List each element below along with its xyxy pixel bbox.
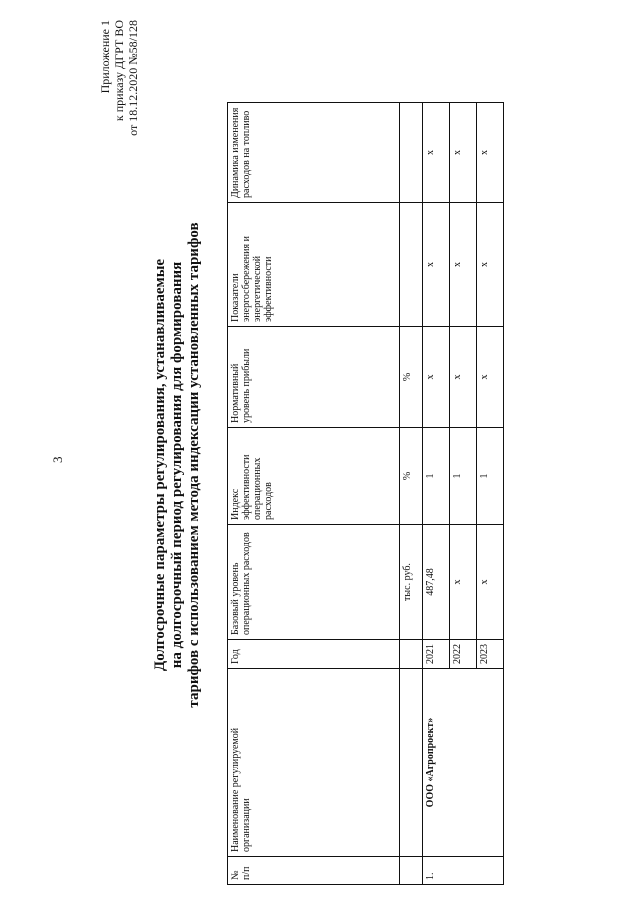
energy-cell: x	[423, 203, 450, 327]
units-empty	[400, 857, 423, 885]
document-title	[152, 205, 203, 725]
units-empty	[400, 103, 423, 203]
fuel-cell: x	[477, 103, 504, 203]
header-num: № п/п	[228, 857, 400, 885]
title-line-2: на долгосрочный период регулирования для формирования	[169, 261, 185, 669]
header-base-opex: Базовый уровень операционных расходов	[228, 525, 400, 640]
title-line-3: тарифов с использованием метода индексации установленных тарифов	[186, 222, 202, 708]
header-profit-level: Нормативный уровень прибыли	[228, 327, 400, 428]
table-row	[423, 103, 450, 885]
title-line-1: Долгосрочные параметры регулирования, устанавливаемые	[152, 258, 168, 672]
appendix-line-3: от 18.12.2020 №58/128	[126, 20, 140, 136]
fuel-cell: x	[450, 103, 477, 203]
energy-cell: x	[477, 203, 504, 327]
profit-cell: x	[477, 327, 504, 428]
year-cell: 2021	[423, 640, 450, 669]
index-cell: 1	[477, 428, 504, 525]
appendix-line-1: Приложение 1	[98, 20, 112, 94]
profit-cell: x	[423, 327, 450, 428]
index-cell: 1	[450, 428, 477, 525]
profit-cell: x	[450, 327, 477, 428]
year-cell: 2022	[450, 640, 477, 669]
base-cell: x	[450, 525, 477, 640]
units-empty	[400, 669, 423, 857]
organization-name: ООО «Агропроект»	[423, 669, 504, 857]
header-fuel-dynamics: Динамика изменения расходов на топливо	[228, 103, 400, 203]
energy-cell: x	[450, 203, 477, 327]
header-energy-saving: Показатели энергосбережения и энергетической эффективности	[228, 203, 400, 327]
parameters-table	[227, 102, 504, 885]
table-units-row	[400, 103, 423, 885]
page-number: 3	[50, 456, 65, 463]
table-header-row	[228, 103, 400, 885]
fuel-cell: x	[423, 103, 450, 203]
unit-profit: %	[400, 327, 423, 428]
units-empty	[400, 640, 423, 669]
year-cell: 2023	[477, 640, 504, 669]
header-organization: Наименование регулируемой организации	[228, 669, 400, 857]
appendix-reference	[98, 20, 140, 140]
index-cell: 1	[423, 428, 450, 525]
unit-base: тыс. руб.	[400, 525, 423, 640]
unit-index: %	[400, 428, 423, 525]
row-number: 1.	[423, 857, 504, 885]
units-empty	[400, 203, 423, 327]
header-year: Год	[228, 640, 400, 669]
header-efficiency-index: Индекс эффективности операционных расходов	[228, 428, 400, 525]
base-cell: 487,48	[423, 525, 450, 640]
base-cell: x	[477, 525, 504, 640]
appendix-line-2: к приказу ДГРТ ВО	[112, 20, 126, 122]
